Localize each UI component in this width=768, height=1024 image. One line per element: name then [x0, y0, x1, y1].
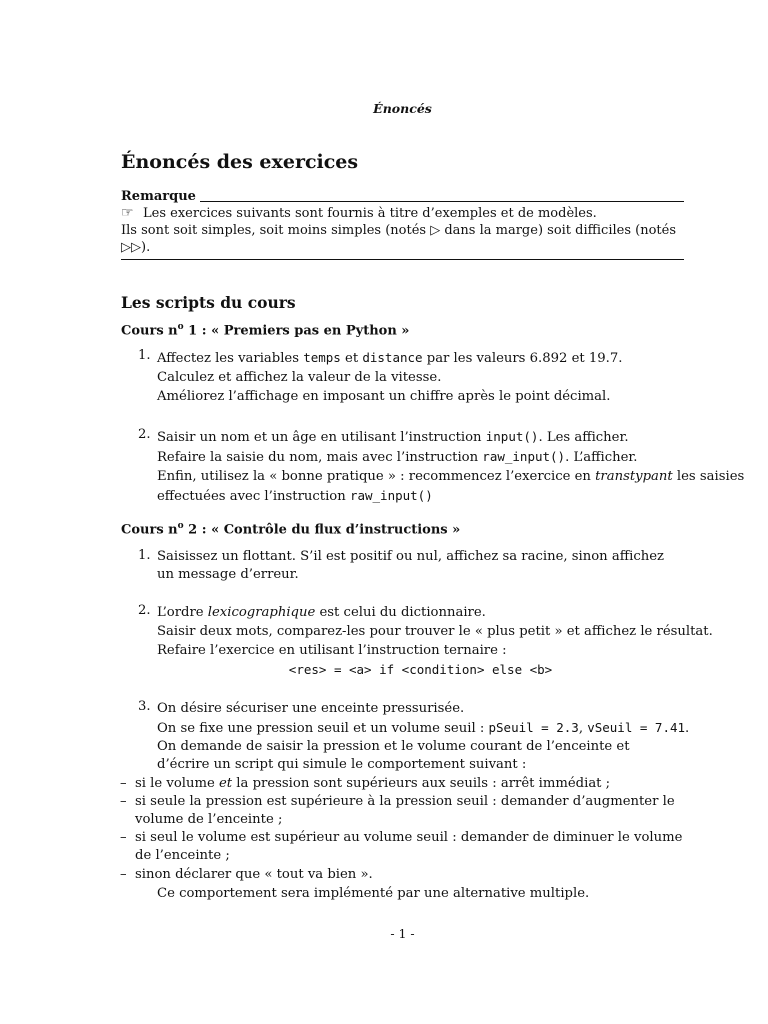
code-distance: distance	[362, 350, 423, 365]
course-2-title: Cours $n^o$ 2 : « Contrôle du flux d’instructions »	[121, 521, 461, 538]
course-1-title: Cours $n^o$ 1 : « Premiers pas en Python »	[121, 322, 410, 339]
running-head: Énoncés	[373, 101, 432, 116]
remark-line-2: Ils sont soit simples, soit moins simples (notés ▷ dans la marge) soit difficiles (notés ▷▷).	[121, 223, 676, 255]
code-raw-input: raw_input()	[349, 488, 433, 503]
section-title: Les scripts du cours	[121, 293, 296, 312]
code-pseuil: pSeuil = 2.3	[488, 720, 579, 735]
remark-label: Remarque	[121, 189, 196, 204]
code-input: input()	[485, 429, 539, 444]
exercise-number: 2.	[138, 603, 151, 618]
remark-line-1: Les exercices suivants sont fournis à titre d’exemples et de modèles.	[143, 206, 597, 221]
code-vseuil: vSeuil = 7.41	[587, 720, 686, 735]
chapter-title: Énoncés des exercices	[121, 151, 359, 173]
exercise-number: 1.	[138, 548, 151, 563]
code-ternary: <res> = <a> if <condition> else <b>	[288, 662, 553, 677]
exercise-number: 2.	[138, 427, 151, 442]
code-temps: temps	[303, 350, 341, 365]
remark-bottom-rule	[121, 259, 684, 260]
pointing-hand-icon: ☞	[121, 205, 134, 221]
exercise-number: 3.	[138, 699, 151, 714]
list-item: – si seul le volume est supérieur au volume seuil : demander de diminuer le volume de l’enceinte ;	[120, 830, 683, 863]
condition-list	[121, 774, 684, 884]
remark-box	[121, 189, 684, 260]
page-number: - 1 -	[390, 926, 415, 941]
exercise-number: 1.	[138, 348, 151, 363]
remark-top-rule	[200, 201, 684, 202]
list-item: – sinon déclarer que « tout va bien ».	[120, 867, 373, 882]
list-item: – si seule la pression est supérieure à la pression seuil : demander d’augmenter le volume de l’enceinte ;	[120, 794, 675, 827]
code-raw-input: raw_input()	[482, 449, 566, 464]
list-item: – si le volume et la pression sont supérieurs aux seuils : arrêt immédiat ;	[120, 776, 611, 791]
